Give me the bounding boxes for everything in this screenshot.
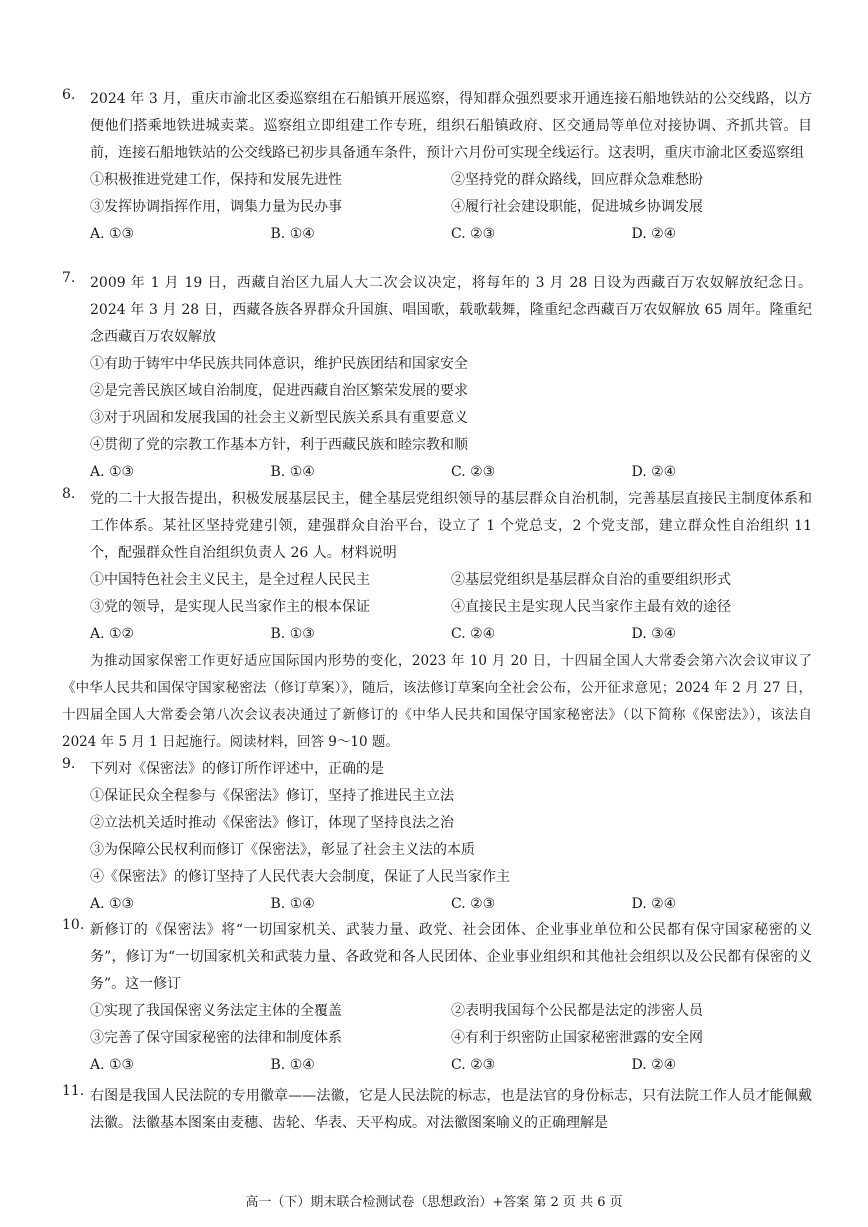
question-stem: 右图是我国人民法院的专用徽章——法徽，它是人民法院的标志，也是法官的身份标志，只有法院工作人员才能佩戴法徽。法徽基本图案由麦穗、齿轮、华表、天平构成。对法徽图案喻义的正确理解是 bbox=[90, 1088, 812, 1131]
answer-choices bbox=[90, 459, 812, 486]
choice-b: B. ①③ bbox=[270, 626, 315, 642]
choice-a: A. ①③ bbox=[90, 226, 135, 242]
option-2: ②坚持党的群众路线，回应群众急难愁盼 bbox=[451, 172, 703, 188]
question-8 bbox=[62, 486, 812, 648]
option-2: ②表明我国每个公民都是法定的涉密人员 bbox=[451, 1003, 703, 1019]
choice-b: B. ①④ bbox=[270, 1057, 315, 1073]
page-footer: 高一（下）期末联合检测试卷（思想政治）+答案 第 2 页 共 6 页 bbox=[245, 1195, 623, 1210]
question-stem: 党的二十大报告提出，积极发展基层民主，健全基层党组织领导的基层群众自治机制，完善基层直接民主制度体系和工作体系。某社区坚持党建引领，建强群众自治平台，设立了 1 个党总支，2 个党支部，建立群众性自治组织 11 个，配强群众性自治组织负责人 26 人。材料说明 bbox=[90, 491, 812, 561]
option-row bbox=[90, 194, 812, 221]
option-1: ①有助于铸牢中华民族共同体意识，维护民族团结和国家安全 bbox=[90, 356, 468, 372]
option-row bbox=[90, 167, 812, 194]
option-4: ④有利于织密防止国家秘密泄露的安全网 bbox=[451, 1030, 703, 1046]
option-row bbox=[90, 594, 812, 621]
answer-choices bbox=[90, 621, 812, 648]
question-number: 10. bbox=[62, 917, 85, 933]
question-10 bbox=[62, 917, 812, 1079]
option-4: ④直接民主是实现人民当家作主最有效的途径 bbox=[451, 599, 731, 615]
option-3: ③完善了保守国家秘密的法律和制度体系 bbox=[90, 1030, 342, 1046]
option-4: ④贯彻了党的宗教工作基本方针，利于西藏民族和睦宗教和顺 bbox=[90, 437, 468, 453]
choice-b: B. ①④ bbox=[270, 896, 315, 912]
question-number: 7. bbox=[62, 270, 76, 286]
choice-a: A. ①③ bbox=[90, 464, 135, 480]
answer-choices bbox=[90, 221, 812, 248]
choice-c: C. ②③ bbox=[451, 896, 496, 912]
reading-material: 为推动国家保密工作更好适应国际国内形势的变化，2023 年 10 月 20 日，十四届全国人大常委会第六次会议审议了《中华人民共和国保守国家秘密法（修订草案）》，随后，该法修订草案向全社会公布，公开征求意见；2024 年 2 月 27 日，十四届全国人大常委会第八次会议表决通过了新修订的《中华人民共和国保守国家秘密法》（以下简称《保密法》），该法自 2024 年 5 月 1 日起施行。阅读材料，回答 9～10 题。 bbox=[62, 653, 812, 750]
option-4: ④履行社会建设职能，促进城乡协调发展 bbox=[451, 199, 703, 215]
choice-c: C. ②③ bbox=[451, 464, 496, 480]
choice-a: A. ①③ bbox=[90, 1057, 135, 1073]
question-stem: 2024 年 3 月，重庆市渝北区委巡察组在石船镇开展巡察，得知群众强烈要求开通连接石船地铁站的公交线路，以方便他们搭乘地铁进城卖菜。巡察组立即组建工作专班，组织石船镇政府、区交通局等单位对接协调、齐抓共管。目前，连接石船地铁站的公交线路已初步具备通车条件，预计六月份可实现全线运行。这表明，重庆市渝北区委巡察组 bbox=[90, 91, 812, 161]
option-2: ②立法机关适时推动《保密法》修订，体现了坚持良法之治 bbox=[90, 815, 454, 831]
option-3: ③对于巩固和发展我国的社会主义新型民族关系具有重要意义 bbox=[90, 410, 468, 426]
option-1: ①实现了我国保密义务法定主体的全覆盖 bbox=[90, 1003, 342, 1019]
question-stem: 2009 年 1 月 19 日，西藏自治区九届人大二次会议决定，将每年的 3 月 28 日设为西藏百万农奴解放纪念日。2024 年 3 月 28 日，西藏各族各界群众升国旗、唱国歌，载歌载舞，隆重纪念西藏百万农奴解放 65 周年。隆重纪念西藏百万农奴解放 bbox=[90, 275, 812, 345]
option-3: ③党的领导，是实现人民当家作主的根本保证 bbox=[90, 599, 370, 615]
choice-c: C. ②③ bbox=[451, 1057, 496, 1073]
choice-d: D. ②④ bbox=[631, 464, 677, 480]
choice-c: C. ②③ bbox=[451, 226, 496, 242]
option-row bbox=[90, 998, 812, 1025]
choice-b: B. ①④ bbox=[270, 226, 315, 242]
option-row bbox=[90, 567, 812, 594]
question-11 bbox=[62, 1083, 812, 1137]
choice-d: D. ②④ bbox=[631, 896, 677, 912]
question-number: 8. bbox=[62, 486, 76, 502]
option-3: ③发挥协调指挥作用，调集力量为民办事 bbox=[90, 199, 342, 215]
option-2: ②是完善民族区域自治制度，促进西藏自治区繁荣发展的要求 bbox=[90, 383, 468, 399]
option-1: ①保证民众全程参与《保密法》修订，坚持了推进民主立法 bbox=[90, 788, 454, 804]
answer-choices bbox=[90, 891, 812, 918]
option-3: ③为保障公民权利而修订《保密法》，彰显了社会主义法的本质 bbox=[90, 842, 475, 858]
question-number: 6. bbox=[62, 87, 76, 103]
choice-d: D. ②④ bbox=[631, 1057, 677, 1073]
choice-d: D. ②④ bbox=[631, 226, 677, 242]
option-4: ④《保密法》的修订坚持了人民代表大会制度，保证了人民当家作主 bbox=[90, 869, 510, 885]
question-stem: 下列对《保密法》的修订所作评述中，正确的是 bbox=[90, 761, 384, 777]
answer-choices bbox=[90, 1052, 812, 1079]
option-1: ①中国特色社会主义民主，是全过程人民民主 bbox=[90, 572, 370, 588]
choice-c: C. ②④ bbox=[451, 626, 496, 642]
choice-b: B. ①④ bbox=[270, 464, 315, 480]
question-number: 11. bbox=[62, 1083, 85, 1099]
question-stem: 新修订的《保密法》将“一切国家机关、武装力量、政党、社会团体、企业事业单位和公民都有保守国家秘密的义务”，修订为“一切国家机关和武装力量、各政党和各人民团体、企业事业组织和其他社会组织以及公民都有保密的义务”。这一修订 bbox=[90, 922, 812, 992]
question-9 bbox=[62, 756, 812, 918]
choice-a: A. ①③ bbox=[90, 896, 135, 912]
question-7 bbox=[62, 270, 812, 486]
choice-a: A. ①② bbox=[90, 626, 135, 642]
option-row bbox=[90, 1025, 812, 1052]
question-number: 9. bbox=[62, 756, 76, 772]
option-2: ②基层党组织是基层群众自治的重要组织形式 bbox=[451, 572, 731, 588]
option-1: ①积极推进党建工作，保持和发展先进性 bbox=[90, 172, 342, 188]
question-6 bbox=[62, 86, 812, 248]
choice-d: D. ③④ bbox=[631, 626, 677, 642]
